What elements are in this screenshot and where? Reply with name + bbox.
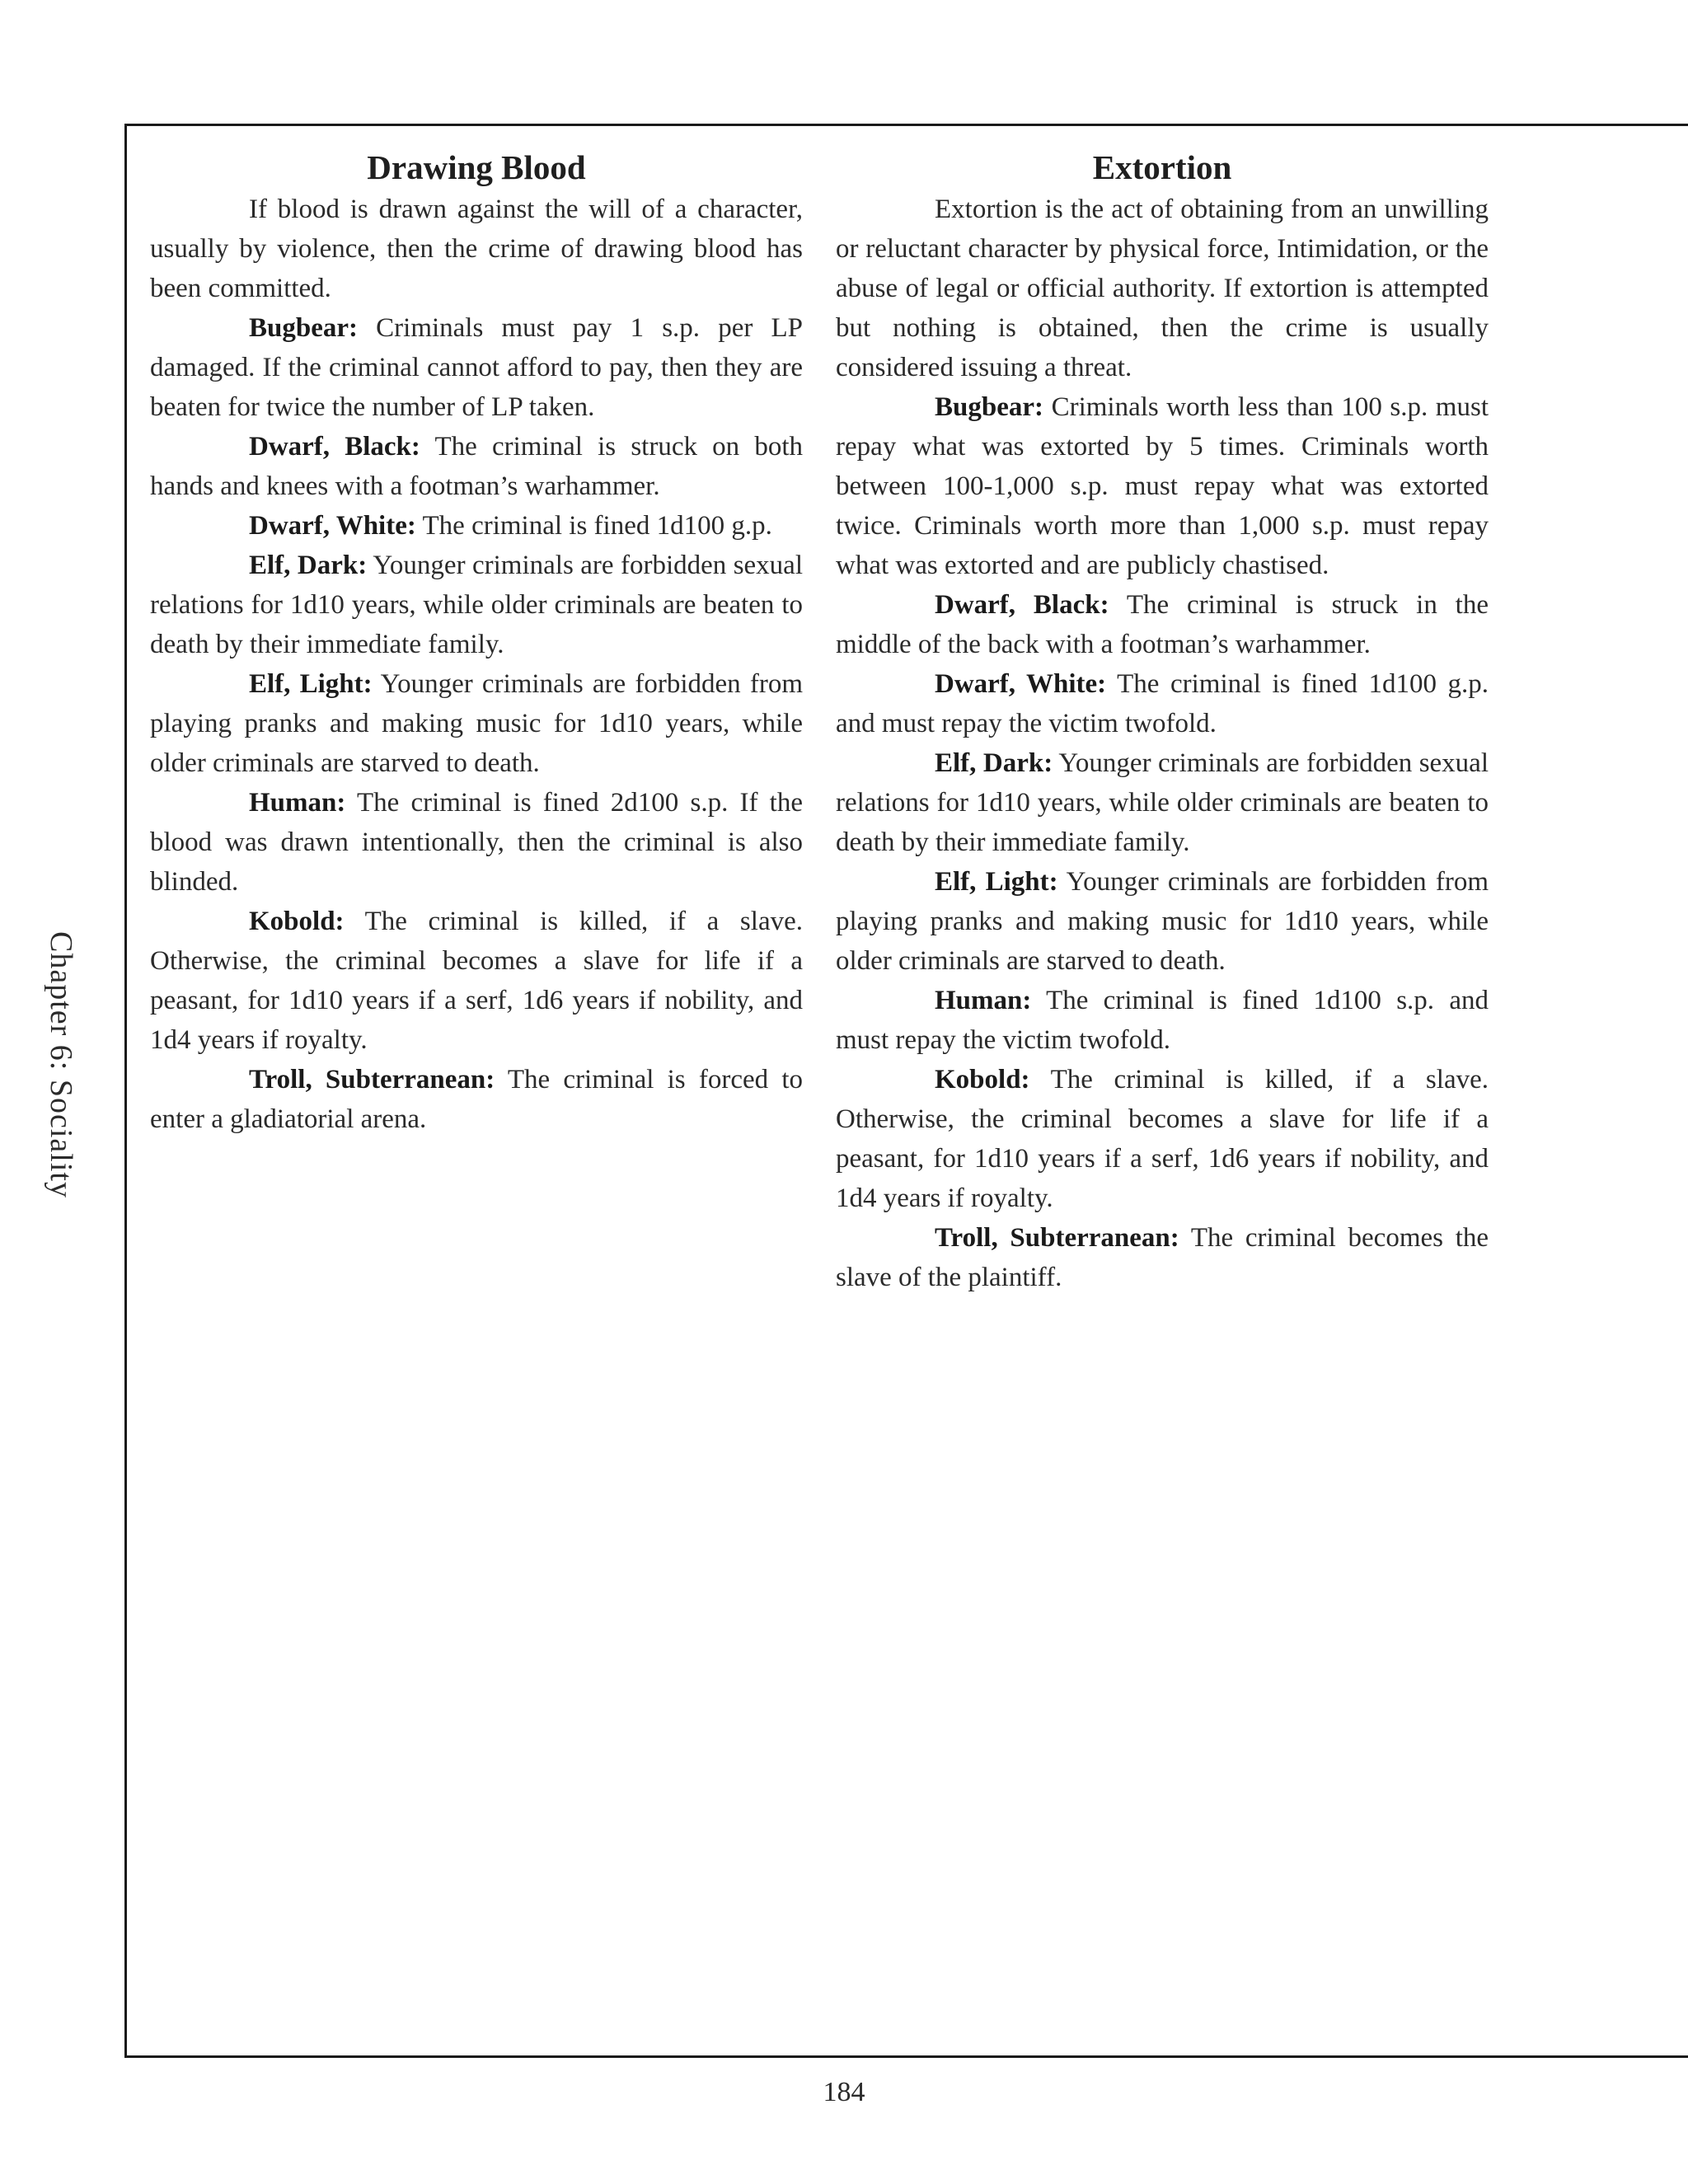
paragraph-text: The criminal is fined 1d100 g.p. and must repay the victim twofold. — [836, 669, 1489, 738]
paragraph-text: The criminal is fined 1d100 s.p. and must repay the victim twofold. — [836, 986, 1489, 1055]
entry-elf-light — [150, 664, 803, 783]
column-drawing-blood — [150, 145, 803, 1139]
entry-bugbear — [150, 308, 803, 427]
entry-troll-subterranean — [836, 1218, 1489, 1297]
paragraph-lead: Kobold: — [249, 907, 345, 936]
page-number: 184 — [823, 2077, 865, 2107]
paragraph-lead: Dwarf, White: — [935, 669, 1107, 699]
paragraph-lead: Elf, Light: — [935, 867, 1058, 897]
paragraph-text: The criminal is killed, if a slave. Otherwise, the criminal becomes a slave for life if a peasant, for 1d10 years if a serf, 1d6 years if nobility, and 1d4 years if royalty. — [836, 1065, 1489, 1213]
entry-dwarf-white — [150, 506, 803, 546]
paragraph-lead: Bugbear: — [935, 392, 1043, 422]
paragraph-text: Younger criminals are forbidden sexual relations for 1d10 years, while older criminals are beaten to death by their immediate family. — [836, 748, 1489, 857]
paragraph-lead: Kobold: — [935, 1065, 1030, 1094]
paragraph-text: The criminal becomes the slave of the plaintiff. — [836, 1223, 1489, 1292]
paragraph-lead: Human: — [935, 986, 1032, 1015]
entry-dwarf-black — [836, 585, 1489, 664]
paragraph-text: Criminals must pay 1 s.p. per LP damaged. If the criminal cannot afford to pay, then they are beaten for twice the number of LP taken. — [150, 313, 803, 422]
paragraph-text: Criminals worth less than 100 s.p. must repay what was extorted by 5 times. Criminals worth between 100-1,000 s.p. must repay what was extorted twice. Criminals worth more than 1,000 s.p. must repay what was extorted and are publicly chastised. — [836, 392, 1489, 580]
paragraph-text: The criminal is fined 2d100 s.p. If the blood was drawn intentionally, then the criminal is also blinded. — [150, 788, 803, 897]
paragraph-lead: Elf, Light: — [249, 669, 373, 699]
paragraph-text: Extortion is the act of obtaining from an unwilling or reluctant character by physical force, Intimidation, or the abuse of legal or official authority. If extortion is attempted but nothing is obtained, then the crime is usually considered issuing a threat. — [836, 194, 1489, 382]
paragraph-lead: Elf, Dark: — [249, 551, 368, 580]
paragraph-text: Younger criminals are forbidden sexual relations for 1d10 years, while older criminals are beaten to death by their immediate family. — [150, 551, 803, 659]
entry-dwarf-white — [836, 664, 1489, 743]
entry-troll-subterranean — [150, 1060, 803, 1139]
paragraph-text: The criminal is forced to enter a gladiatorial arena. — [150, 1065, 804, 1134]
paragraph-text: The criminal is struck on both hands and knees with a footman’s warhammer. — [150, 432, 803, 501]
page-frame-top-rule — [124, 124, 1688, 126]
column-extortion — [836, 145, 1489, 1297]
section-title-drawing-blood: Drawing Blood — [367, 148, 586, 186]
paragraph-lead: Bugbear: — [249, 313, 358, 343]
paragraph-lead: Human: — [249, 788, 346, 818]
intro-paragraph — [836, 190, 1489, 387]
paragraph-lead: Elf, Dark: — [935, 748, 1053, 778]
entry-elf-dark — [836, 743, 1489, 862]
paragraph-lead: Troll, Subterranean: — [249, 1065, 495, 1094]
paragraph-lead: Troll, Subterranean: — [935, 1223, 1179, 1253]
entry-kobold — [150, 902, 803, 1060]
section-title-extortion: Extortion — [1092, 148, 1232, 186]
paragraph-text: Younger criminals are forbidden from playing pranks and making music for 1d10 years, while older criminals are starved to death. — [836, 867, 1489, 976]
intro-paragraph — [150, 190, 803, 308]
paragraph-text: The criminal is struck in the middle of the back with a footman’s warhammer. — [836, 590, 1489, 659]
entry-human — [150, 783, 803, 902]
page-frame-bottom-rule — [124, 2055, 1688, 2058]
paragraph-text: Younger criminals are forbidden from playing pranks and making music for 1d10 years, while older criminals are starved to death. — [150, 669, 803, 778]
chapter-label: Chapter 6: Sociality — [44, 931, 78, 1198]
paragraph-lead: Dwarf, Black: — [935, 590, 1109, 620]
paragraph-text: If blood is drawn against the will of a character, usually by violence, then the crime of drawing blood has been committed. — [150, 194, 803, 303]
paragraph-text: The criminal is fined 1d100 g.p. — [415, 511, 772, 541]
entry-elf-dark — [150, 546, 803, 664]
entry-elf-light — [836, 862, 1489, 981]
entry-dwarf-black — [150, 427, 803, 506]
page-frame-left-rule — [124, 124, 127, 2057]
entry-human — [836, 981, 1489, 1060]
paragraph-text: The criminal is killed, if a slave. Otherwise, the criminal becomes a slave for life if a peasant, for 1d10 years if a serf, 1d6 years if nobility, and 1d4 years if royalty. — [150, 907, 803, 1055]
entry-kobold — [836, 1060, 1489, 1218]
paragraph-lead: Dwarf, Black: — [249, 432, 420, 462]
paragraph-lead: Dwarf, White: — [249, 511, 416, 541]
entry-bugbear — [836, 387, 1489, 585]
